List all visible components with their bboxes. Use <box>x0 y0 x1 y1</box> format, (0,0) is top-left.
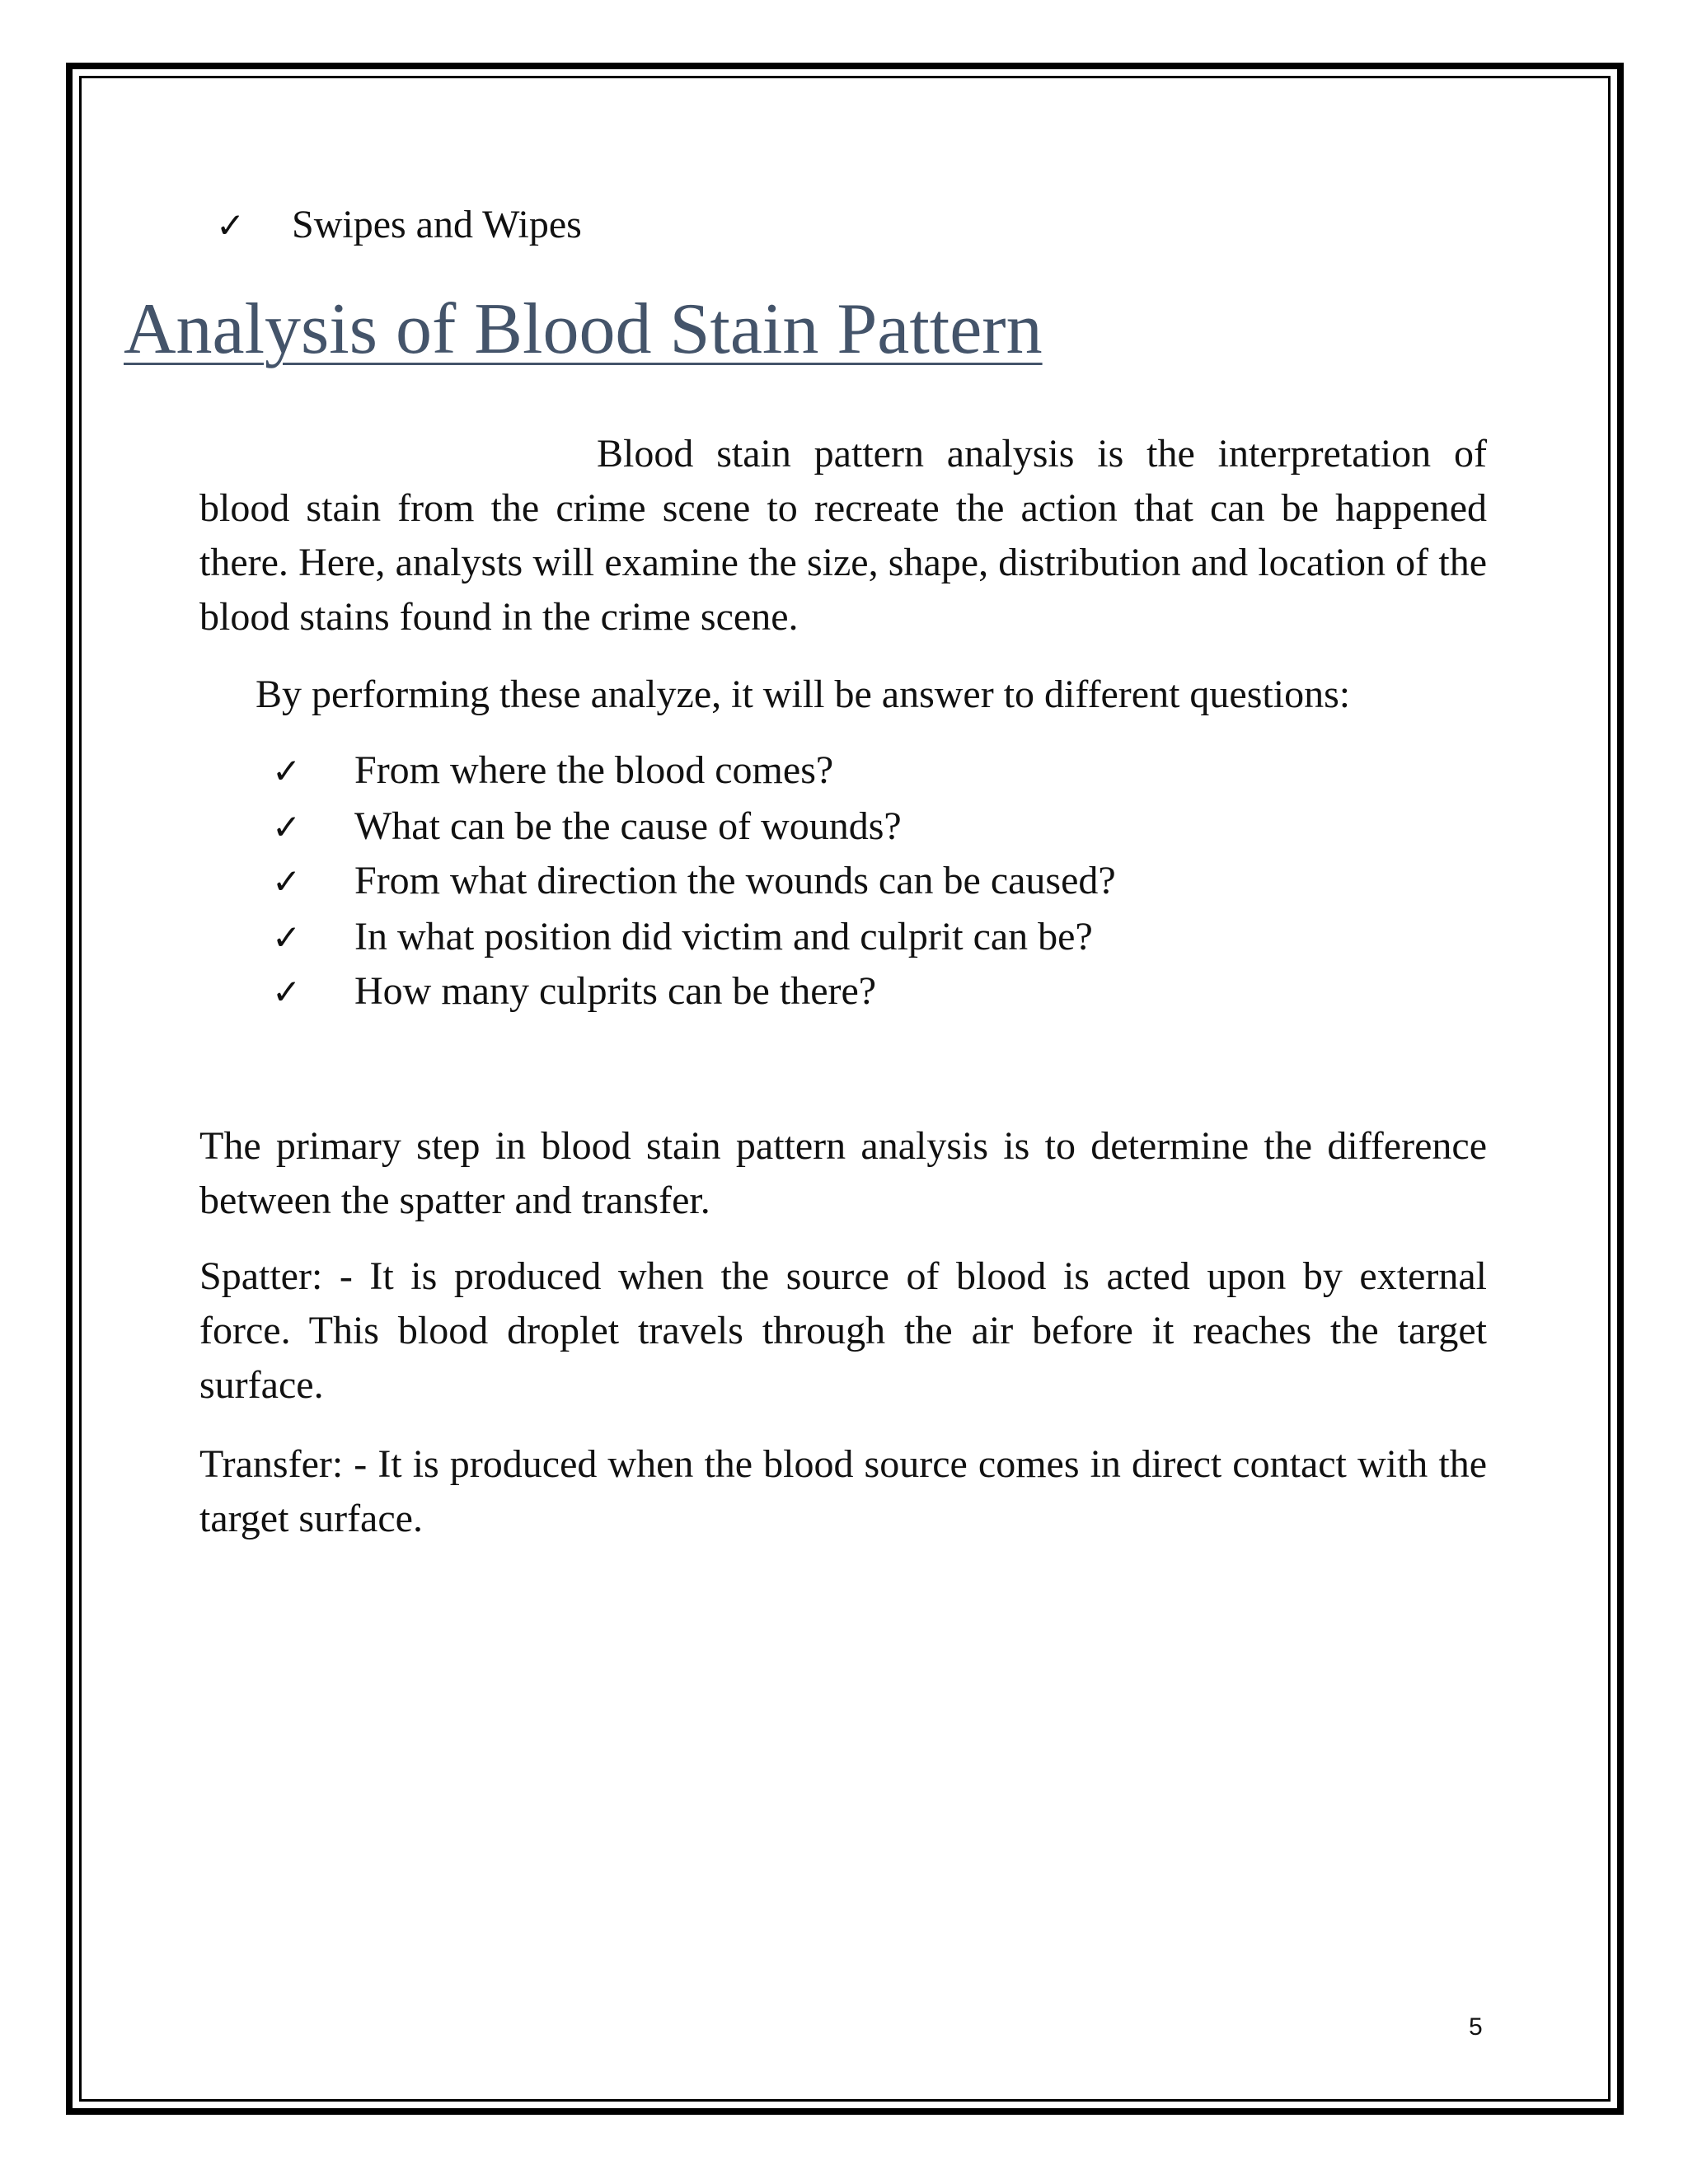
list-item-text: Swipes and Wipes <box>292 203 582 246</box>
checkmark-icon: ✓ <box>272 807 302 847</box>
section-heading: Analysis of Blood Stain Pattern <box>124 289 1043 369</box>
primary-step-paragraph: The primary step in blood stain pattern analysis is to determine the difference between the spatter and transfer. <box>199 1124 1487 1222</box>
spatter-paragraph: Spatter: - It is produced when the source of blood is acted upon by external force. This blood droplet travels through the air before it reaches the target surface. <box>199 1254 1487 1407</box>
questions-lead-in: By performing these analyze, it will be answer to different questions: <box>256 673 1351 716</box>
list-item <box>272 964 876 1019</box>
intro-paragraph-text: Blood stain pattern analysis is the interpretation of blood stain from the crime scene to recreate the action that can be happened there. Here, analysts will examine the size, shape, distribution and location of the blood stains found in the crime scene. <box>199 432 1487 639</box>
transfer-paragraph: Transfer: - It is produced when the blood source comes in direct contact with the target surface. <box>199 1442 1487 1540</box>
list-item-text: How many culprits can be there? <box>354 969 877 1013</box>
checkmark-icon: ✓ <box>216 205 246 246</box>
page-border-inner <box>79 76 1611 2102</box>
list-item <box>272 854 1116 909</box>
list-item <box>272 799 902 855</box>
checkmark-icon: ✓ <box>272 751 302 791</box>
list-item-text: From where the blood comes? <box>354 748 834 792</box>
checkmark-icon: ✓ <box>272 917 302 958</box>
checkmark-icon: ✓ <box>272 861 302 902</box>
list-item-text: In what position did victim and culprit can be? <box>354 915 1093 958</box>
list-item-text: What can be the cause of wounds? <box>354 804 902 848</box>
intro-paragraph <box>199 427 1487 644</box>
list-item <box>272 910 1093 965</box>
page-number: 5 <box>1469 2013 1483 2041</box>
checkmark-icon: ✓ <box>272 972 302 1012</box>
list-item <box>272 743 833 799</box>
list-item-text: From what direction the wounds can be caused? <box>354 859 1116 902</box>
list-item-swipes-and-wipes <box>216 198 582 253</box>
